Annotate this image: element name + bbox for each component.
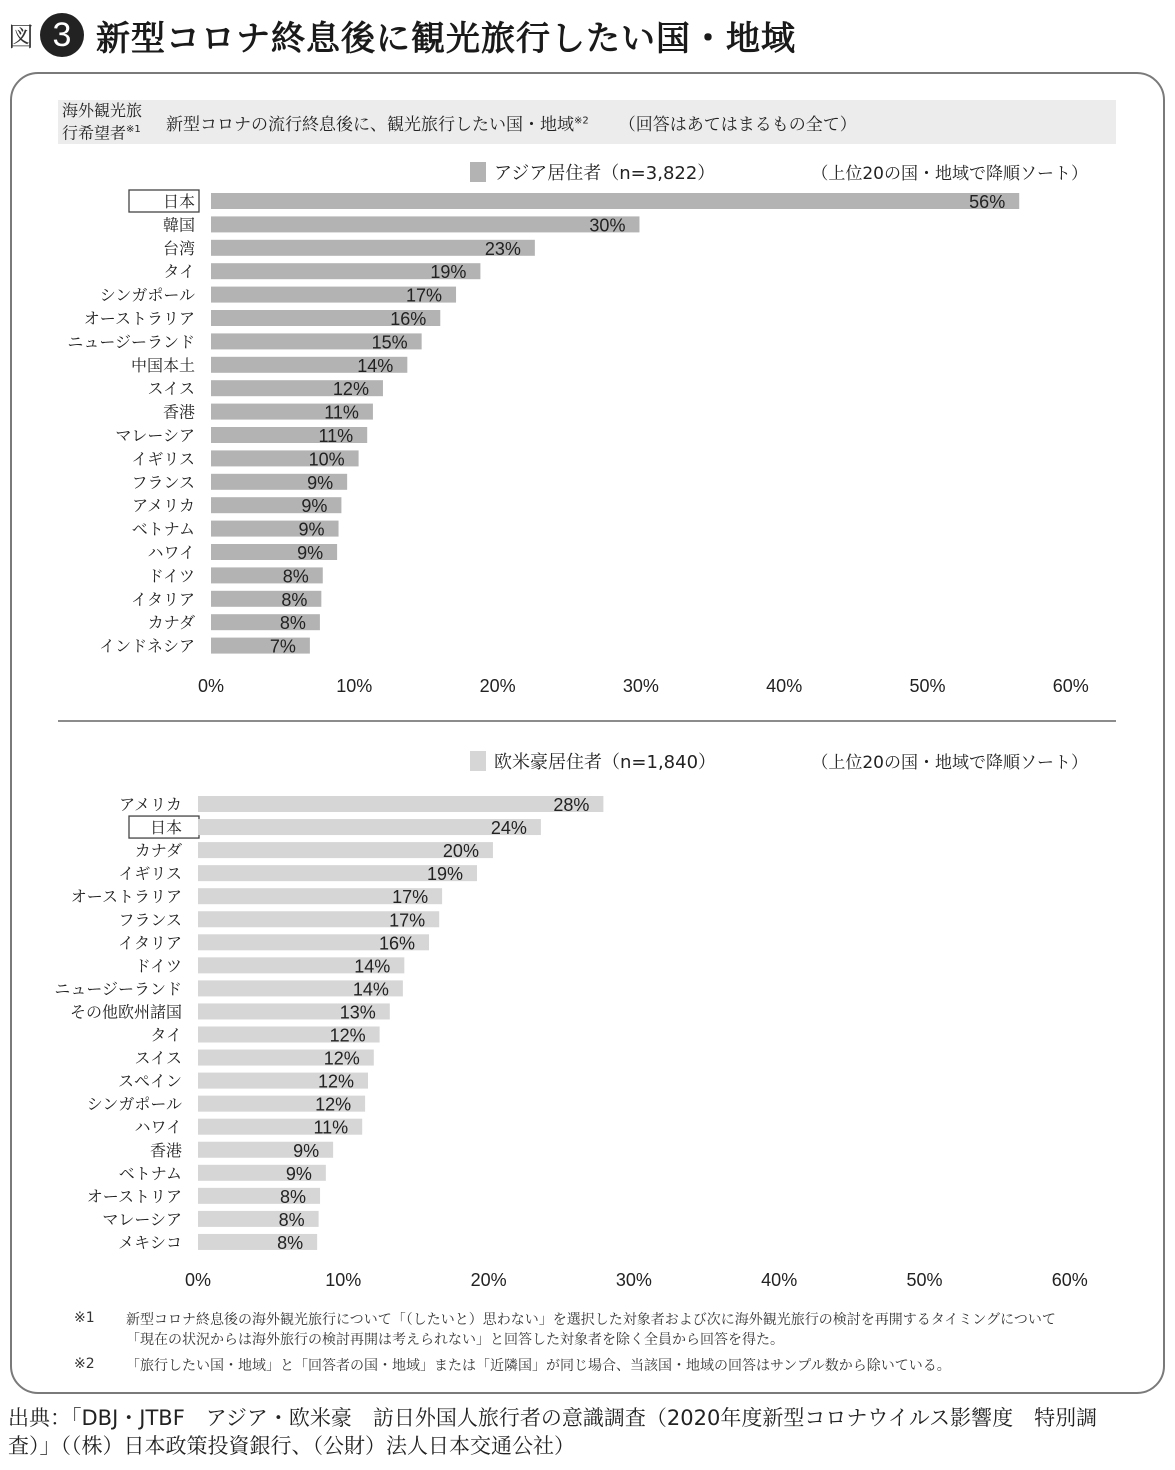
question-note: （回答はあてはまるもの全て）	[618, 114, 857, 135]
figure-title: 新型コロナ終息後に観光旅行したい国・地域	[96, 18, 797, 59]
chart2-data-label: 19%	[426, 864, 463, 885]
chart2-category-label: アメリカ	[119, 795, 182, 814]
chart1-data-label: 16%	[390, 309, 427, 329]
respondent-label-line2: 行希望者	[62, 123, 127, 143]
chart1-data-label: 12%	[332, 379, 369, 400]
chart2-data-label: 16%	[378, 933, 416, 954]
chart1-category-label: スイス	[147, 379, 195, 399]
chart1-data-label: 10%	[308, 449, 345, 470]
chart2-data-label: 8%	[278, 1209, 305, 1230]
chart2-x-tick-label: 60%	[1051, 1270, 1088, 1290]
chart1-category-label: 中国本土	[130, 355, 195, 375]
source-line1: 出典：「DBJ・JTBF アジア・欧米豪 訪日外国人旅行者の意識調査（2020年度新型コロナウイルス影響度 特別調	[8, 1406, 1098, 1430]
chart1-x-tick-label: 10%	[336, 676, 373, 696]
chart2-bar	[198, 819, 541, 835]
chart1-data-label: 11%	[324, 402, 359, 423]
chart1-data-label: 8%	[279, 613, 306, 634]
chart2-data-label: 8%	[277, 1232, 304, 1253]
chart2-data-label: 11%	[313, 1117, 349, 1138]
chart2-x-tick-label: 20%	[470, 1270, 507, 1290]
chart2-category-label: メキシコ	[118, 1232, 182, 1252]
chart2-category-label: マレーシア	[102, 1209, 182, 1229]
chart2-category-label: ドイツ	[134, 956, 182, 976]
chart2-data-label: 12%	[315, 1094, 352, 1115]
chart2-category-label: フランス	[118, 910, 182, 930]
footnote-1	[74, 1310, 1134, 1350]
respondent-label-line1: 海外観光旅	[62, 101, 143, 121]
chart1-data-label: 17%	[406, 285, 443, 306]
footnotes	[74, 1310, 1134, 1382]
chart1-data-label: 8%	[282, 566, 309, 587]
chart2-data-label: 8%	[280, 1186, 307, 1207]
chart2-category-label: 香港	[149, 1140, 182, 1160]
chart1-data-label: 11%	[318, 426, 354, 446]
chart2-category-label: シンガポール	[86, 1094, 182, 1114]
chart1-legend-label: アジア居住者（n=3,822）	[494, 163, 716, 184]
chart1-data-label: 15%	[371, 332, 408, 353]
chart1-data-label: 30%	[589, 215, 626, 236]
chart1-category-label: イギリス	[131, 449, 195, 469]
chart2-data-label: 20%	[442, 841, 479, 862]
chart2-category-label: ベトナム	[118, 1163, 182, 1183]
chart1-category-label: タイ	[163, 262, 195, 282]
chart-separator	[58, 720, 1116, 722]
chart2-data-label: 14%	[354, 956, 391, 977]
chart2-data-label: 12%	[329, 1025, 366, 1046]
chart1-x-tick-label: 30%	[622, 676, 659, 696]
chart2-category-label: ハワイ	[134, 1117, 182, 1137]
chart2-category-label: オーストリア	[86, 1186, 182, 1206]
footnote-1-mark: ※1	[74, 1310, 95, 1326]
chart1-bar	[211, 193, 1019, 209]
chart1-data-label: 23%	[484, 238, 521, 259]
chart2-category-label: カナダ	[134, 841, 182, 861]
chart2-x-tick-label: 40%	[761, 1270, 798, 1290]
chart2-data-label: 13%	[339, 1002, 376, 1023]
chart2-category-label: 日本	[149, 818, 182, 838]
chart1-category-label: フランス	[131, 472, 195, 492]
chart1-bar	[211, 216, 639, 232]
chart2-data-label: 17%	[389, 910, 426, 931]
chart2-bar	[198, 796, 603, 812]
chart1-category-label: ニュージーランド	[67, 332, 195, 352]
chart1-category-label: 香港	[162, 402, 195, 422]
chart1-data-label: 9%	[307, 472, 334, 493]
chart1-data-label: 9%	[298, 519, 325, 540]
chart2-data-label: 12%	[317, 1071, 355, 1092]
chart2-sort-note: （上位20の国・地域で降順ソート）	[811, 753, 1088, 773]
chart1-x-tick-label: 40%	[766, 676, 803, 696]
chart1-category-label: アメリカ	[132, 496, 195, 516]
chart1-data-label: 9%	[297, 543, 324, 563]
chart1-data-label: 14%	[357, 355, 394, 376]
chart1-category-label: イタリア	[130, 589, 195, 609]
chart2-category-label: イギリス	[118, 864, 182, 884]
chart1-category-label: オーストラリア	[83, 309, 195, 328]
chart1-category-label: ベトナム	[131, 519, 195, 539]
chart1-sort-note: （上位20の国・地域で降順ソート）	[811, 164, 1088, 184]
chart2-category-label: タイ	[150, 1025, 182, 1045]
source-citation	[8, 1404, 1168, 1460]
footnote-1-line1: 新型コロナ終息後の海外観光旅行について「（したいと）思わない」を選択した対象者および次に海外観光旅行の検討を再開するタイミングについて	[126, 1312, 1056, 1328]
chart1-data-label: 9%	[301, 496, 328, 517]
chart1-x-tick-label: 20%	[479, 676, 516, 696]
source-line2: 査）」（（株）日本政策投資銀行、（公財）法人日本交通公社）	[8, 1434, 575, 1458]
footnote-1-line2: 「現在の状況からは海外旅行の検討再開は考えられない」と回答した対象者を除く全員から回答を得た。	[126, 1332, 784, 1348]
figure-number-badge: 3	[40, 13, 84, 57]
chart1-category-label: マレーシア	[115, 426, 195, 445]
chart1-category-label: 韓国	[162, 215, 195, 235]
chart2-category-label: オーストラリア	[70, 887, 182, 907]
footnote-2-mark: ※2	[74, 1356, 95, 1372]
chart1-data-label: 19%	[430, 262, 467, 283]
chart2-data-label: 9%	[293, 1140, 320, 1161]
chart2-x-tick-label: 30%	[615, 1270, 652, 1290]
chart2-data-label: 12%	[323, 1048, 360, 1069]
chart2-legend-swatch	[470, 751, 486, 771]
chart1-category-label: インドネシア	[99, 636, 195, 656]
chart1-x-tick-label: 60%	[1052, 676, 1089, 696]
chart2-data-label: 24%	[490, 818, 527, 839]
chart1-legend-swatch	[470, 162, 486, 182]
chart2-data-label: 9%	[285, 1163, 312, 1184]
chart2-x-tick-label: 50%	[906, 1270, 943, 1290]
chart2-x-tick-label: 10%	[325, 1270, 362, 1290]
chart2-category-label: スペイン	[117, 1071, 182, 1091]
chart1-x-tick-label: 50%	[909, 676, 946, 696]
chart1-x-tick-label: 0%	[197, 676, 225, 696]
figure-label: 図	[8, 22, 35, 53]
chart1-category-label: ドイツ	[147, 566, 195, 586]
chart1-data-label: 56%	[969, 192, 1006, 212]
chart1-category-label: カナダ	[147, 613, 195, 633]
chart1-category-label: 台湾	[162, 238, 195, 258]
chart2-legend-label: 欧米豪居住者（n=1,840）	[494, 752, 717, 773]
chart2-data-label: 17%	[392, 887, 429, 908]
footnote-2-line1: 「旅行したい国・地域」と「回答者の国・地域」または「近隣国」が同じ場合、当該国・地域の回答はサンプル数から除いている。	[126, 1358, 951, 1374]
chart2-data-label: 14%	[352, 979, 389, 1000]
chart2-category-label: ニュージーランド	[54, 979, 182, 999]
footnote-2	[74, 1356, 1134, 1376]
chart1-category-label: シンガポール	[99, 285, 195, 305]
chart1-category-label: 日本	[162, 192, 195, 211]
chart1-category-label: ハワイ	[147, 543, 195, 562]
chart1-data-label: 7%	[269, 636, 296, 657]
question-main: 新型コロナの流行終息後に、観光旅行したい国・地域	[166, 114, 574, 135]
chart2-x-tick-label: 0%	[184, 1270, 212, 1290]
respondent-label-mark: ※1	[126, 124, 141, 136]
question-mark: ※2	[574, 114, 589, 126]
chart2-category-label: イタリア	[117, 933, 182, 953]
chart2-category-label: その他欧州諸国	[69, 1002, 182, 1022]
chart2-category-label: スイス	[134, 1048, 182, 1068]
chart2-data-label: 28%	[553, 795, 590, 815]
chart1-data-label: 8%	[281, 589, 308, 610]
